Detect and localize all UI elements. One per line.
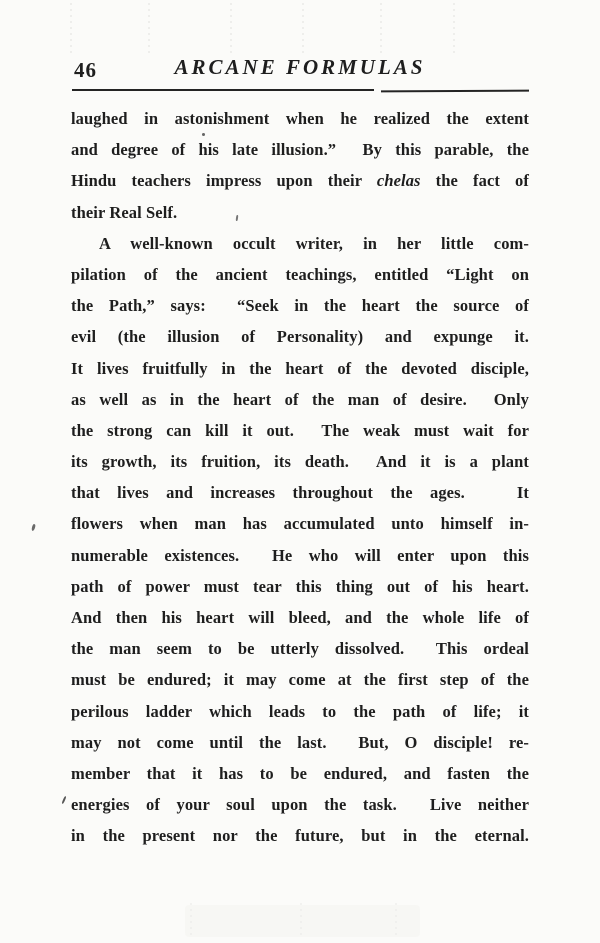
text-line: member that it has to be endured, and fasten the: [71, 763, 529, 783]
text-line: that lives and increases throughout the ages. It: [71, 483, 529, 503]
scan-streak: [148, 3, 150, 55]
text-line: the strong can kill it out. The weak must wait for: [71, 420, 529, 440]
text-line: A well-known occult writer, in her little com-: [99, 233, 529, 253]
scan-streak: [453, 3, 455, 55]
text-line: perilous ladder which leads to the path of life; it: [71, 701, 529, 721]
text-line: in the present nor the future, but in the eternal.: [71, 826, 529, 846]
scan-streak: [380, 3, 382, 55]
text-line: And then his heart will bleed, and the whole life of: [71, 608, 529, 627]
scan-streak: [395, 903, 397, 939]
scan-streak: [302, 3, 304, 55]
text-line: numerable existences. He who will enter upon this: [71, 545, 529, 565]
scan-streak: [300, 903, 302, 939]
ink-speck: [202, 133, 205, 136]
running-title: ARCANE FORMULAS: [174, 55, 426, 79]
text-line: evil (the illusion of Personality) and expunge it.: [71, 327, 529, 347]
body-text: [71, 103, 529, 852]
text-line: their Real Self.: [71, 202, 178, 222]
text-line: the man seem to be utterly dissolved. This ordeal: [71, 639, 529, 659]
text-line: the Path,” says: “Seek in the heart the source of: [71, 296, 529, 316]
text-line: laughed in astonishment when he realized the extent: [71, 109, 529, 128]
text-line: energies of your soul upon the task. Live neither: [71, 795, 529, 815]
text-line: It lives fruitfully in the heart of the devoted disciple,: [71, 358, 529, 378]
header-rule-left-segment: [72, 89, 374, 91]
text-line: its growth, its fruition, its death. And it is a plant: [71, 452, 529, 472]
text-line: Hindu teachers impress upon their chelas the fact of: [71, 171, 529, 191]
scan-streak: [190, 903, 192, 939]
text-line: path of power must tear this thing out of his heart.: [71, 576, 529, 596]
text-line: and degree of his late illusion.” By this parable, the: [71, 140, 529, 160]
page-number: 46: [74, 58, 97, 82]
text-line: must be endured; it may come at the first step of the: [71, 670, 529, 690]
scan-streak: [70, 3, 72, 55]
text-line: may not come until the last. But, O disciple! re-: [71, 732, 529, 752]
scan-smudge: [185, 905, 420, 937]
text-line: flowers when man has accumulated unto himself in-: [71, 514, 529, 534]
ink-speck: [61, 796, 66, 804]
header-rule-right-segment: [381, 90, 529, 93]
text-line: as well as in the heart of the man of desire. Only: [71, 389, 529, 409]
scan-streak: [230, 3, 232, 55]
ink-speck: [31, 524, 36, 532]
text-line: pilation of the ancient teachings, entitled “Light on: [71, 264, 529, 284]
